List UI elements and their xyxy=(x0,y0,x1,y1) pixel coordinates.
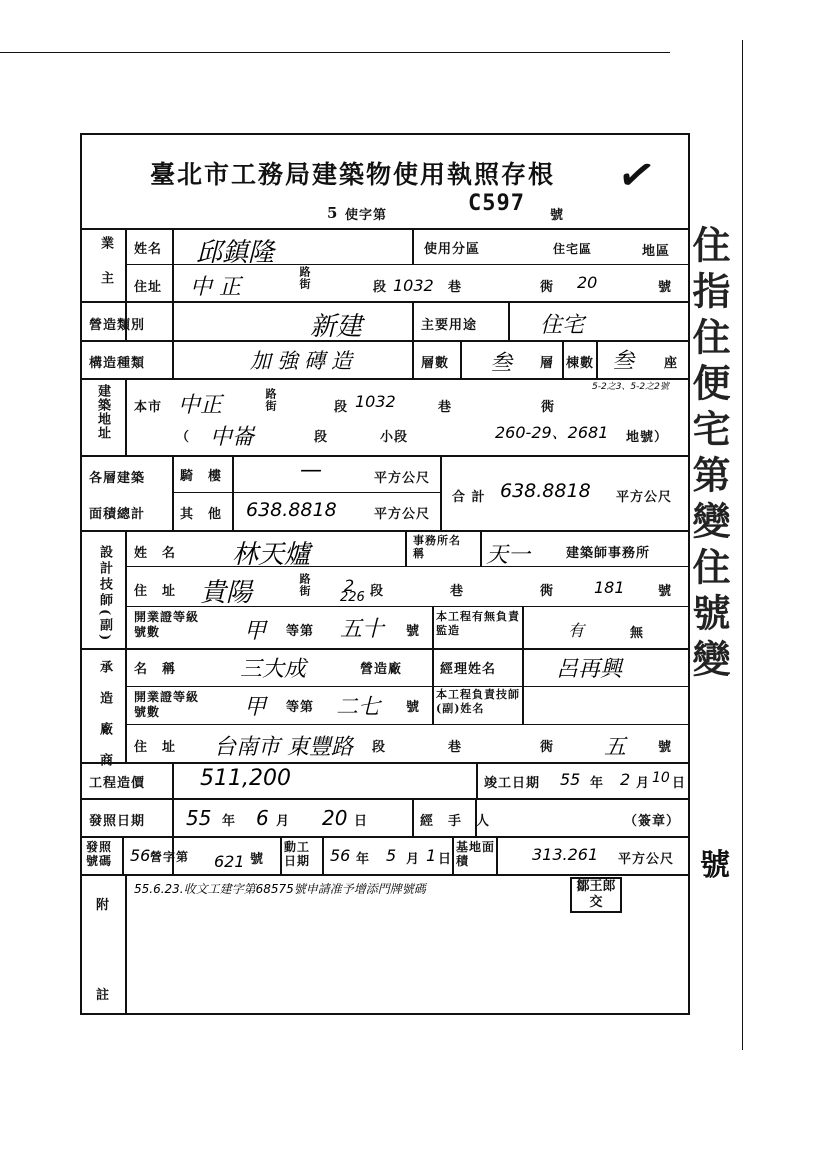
grid-line xyxy=(125,530,127,762)
designer-name-value: 林天爐 xyxy=(232,540,311,570)
total-unit: 平方公尺 xyxy=(616,490,673,505)
grid-line xyxy=(412,798,414,836)
contractor-tech-label: 本工程負責技師(副)姓名 xyxy=(436,688,520,715)
owner-addr-value: 中 正 xyxy=(190,275,241,300)
start-label: 動工日期 xyxy=(284,840,311,868)
base-value: 313.261 xyxy=(532,845,599,864)
license-prefix: 5 xyxy=(327,204,339,222)
start-month-unit: 月 xyxy=(406,852,421,867)
total-label: 合 計 xyxy=(452,490,486,505)
designer-addr-label: 住 址 xyxy=(134,584,177,599)
remarks-text: 55.6.23.收文工建字第68575號申請准予增添門牌號碼 xyxy=(134,882,426,896)
remarks-stamp: 鄒王郎交 xyxy=(570,877,622,913)
other-value: 638.8818 xyxy=(246,499,337,521)
main-use-label: 主要用途 xyxy=(421,318,478,333)
done-month-unit: 月 xyxy=(636,776,651,791)
contractor-cert-suffix: 號 xyxy=(406,700,421,715)
site-road-label: 路街 xyxy=(264,388,277,412)
remarks-label-2: 註 xyxy=(96,988,111,1003)
contractor-name-suffix: 營造廠 xyxy=(360,662,403,677)
owner-lane-value: 1032 xyxy=(393,276,434,295)
permit-mid: 營字第 xyxy=(150,850,190,864)
site-note: 5-2之3、5-2之2號 xyxy=(592,382,669,392)
contractor-name-label: 名 稱 xyxy=(134,662,177,677)
contractor-no-value: 五 xyxy=(604,735,627,760)
issue-day-unit: 日 xyxy=(354,814,369,829)
designer-road-label: 路街 xyxy=(298,573,311,597)
site-subsection-label: 小段 xyxy=(380,430,409,445)
site-lot-label: 地號） xyxy=(626,430,669,445)
arcade-value: — xyxy=(300,458,322,483)
grid-line xyxy=(81,874,689,876)
side-handwriting: 住指住便宅第變住號變 xyxy=(686,225,731,685)
site-district: 中崙 xyxy=(210,425,255,450)
designer-cert-mid: 等第 xyxy=(286,624,315,639)
owner-zone-value: 住宅區 xyxy=(553,242,593,256)
site-section-label-2: 段 xyxy=(314,430,329,445)
structure-value: 加強磚造 xyxy=(250,349,358,373)
manager-label: 經理姓名 xyxy=(440,662,497,677)
issue-month-unit: 月 xyxy=(276,814,291,829)
handler-label: 經 手 人 xyxy=(420,814,491,829)
designer-lane-label: 巷 xyxy=(450,584,465,599)
contractor-no-label: 號 xyxy=(658,740,673,755)
grid-line xyxy=(125,378,127,455)
contractor-lane-label: 巷 xyxy=(448,740,463,755)
side-tail: 號 xyxy=(700,848,731,883)
build-type-label: 營造類別 xyxy=(89,318,146,333)
start-year: 56 xyxy=(330,846,351,865)
license-suffix: 號 xyxy=(550,208,565,223)
units-unit: 座 xyxy=(664,356,679,371)
owner-section-label: 業主 xyxy=(98,236,113,306)
designer-section-label: 段 xyxy=(370,584,385,599)
floors-label: 層數 xyxy=(421,356,450,371)
grid-line xyxy=(496,836,498,874)
remarks-label-1: 附 xyxy=(96,898,111,913)
done-label: 竣工日期 xyxy=(484,776,541,791)
grid-line xyxy=(125,566,689,567)
done-day: 10 xyxy=(652,770,670,786)
structure-label: 構造種類 xyxy=(89,356,146,371)
issue-year: 55 xyxy=(186,806,212,830)
done-year-unit: 年 xyxy=(590,776,605,791)
grid-line xyxy=(322,836,324,874)
designer-cert-suffix: 號 xyxy=(406,624,421,639)
designer-name-label: 姓 名 xyxy=(134,546,177,561)
grid-line xyxy=(440,455,442,530)
owner-street-label: 衖 xyxy=(540,280,555,295)
owner-no-label: 號 xyxy=(658,280,673,295)
site-district-open: （ xyxy=(176,430,191,445)
grid-line xyxy=(480,530,482,566)
contractor-cert-mid: 等第 xyxy=(286,700,315,715)
designer-cert-grade: 甲 xyxy=(244,619,267,644)
license-label: 使字第 xyxy=(345,208,388,223)
supervise-none: 無 xyxy=(630,626,645,641)
grid-line xyxy=(412,301,414,378)
site-lot-numbers: 260-29、2681 xyxy=(495,423,609,442)
grid-line xyxy=(172,228,174,378)
scan-right-edge xyxy=(742,40,743,1050)
total-value: 638.8818 xyxy=(500,480,591,502)
permit-label: 發照號碼 xyxy=(86,840,113,868)
contractor-addr-label: 住 址 xyxy=(134,740,177,755)
units-label: 棟數 xyxy=(566,356,595,371)
grid-line xyxy=(280,836,282,874)
grid-line xyxy=(122,836,124,874)
grid-line xyxy=(522,606,524,648)
floors-unit: 層 xyxy=(540,356,555,371)
site-lane-value: 1032 xyxy=(355,392,396,411)
start-day: 1 xyxy=(426,846,437,865)
designer-lane-value: 226 xyxy=(340,590,365,605)
owner-lane-label: 巷 xyxy=(448,280,463,295)
designer-office-suffix: 建築師事務所 xyxy=(566,546,651,561)
designer-office-label: 事務所名 稱 xyxy=(413,534,473,560)
page-title: 臺北市工務局建築物使用執照存根 xyxy=(150,160,556,189)
grid-line xyxy=(460,340,462,378)
contractor-name-value: 三大成 xyxy=(240,657,307,682)
grid-line xyxy=(476,762,478,798)
cost-value: 511,200 xyxy=(200,766,291,791)
site-street-label: 衖 xyxy=(541,400,556,415)
manager-value: 呂再興 xyxy=(556,657,623,682)
grid-line xyxy=(562,340,564,378)
build-type-value: 新建 xyxy=(310,312,363,342)
check-mark: ✓ xyxy=(613,146,660,205)
owner-zone-label: 使用分區 xyxy=(424,242,481,257)
license-number: C597 xyxy=(468,191,525,216)
units-value: 叁 xyxy=(612,349,635,374)
arcade-label: 騎 樓 xyxy=(180,469,223,484)
grid-line xyxy=(125,686,689,687)
permit-number: 621 xyxy=(214,852,245,871)
contractor-addr-value: 台南市 東豐路 xyxy=(214,735,353,760)
base-label: 基地面積 xyxy=(456,840,496,868)
permit-suffix: 號 xyxy=(250,852,265,867)
grid-line xyxy=(172,492,440,493)
base-unit: 平方公尺 xyxy=(618,852,675,867)
designer-cert-no: 五十 xyxy=(340,617,385,642)
grid-line xyxy=(125,874,127,1014)
grid-line xyxy=(452,836,454,874)
designer-label: 設計技師(副) xyxy=(97,545,112,644)
contractor-cert-grade: 甲 xyxy=(244,695,267,720)
issue-month: 6 xyxy=(256,806,269,830)
owner-zone-suffix: 地區 xyxy=(642,244,671,259)
seal-label: （簽章） xyxy=(624,814,681,829)
done-year: 55 xyxy=(560,770,581,789)
grid-line xyxy=(596,340,598,378)
designer-addr-value: 貴陽 xyxy=(200,578,253,608)
arcade-unit: 平方公尺 xyxy=(374,471,431,486)
contractor-label: 承造廠商 xyxy=(97,660,112,784)
designer-no-value: 181 xyxy=(594,578,625,597)
done-day-unit: 日 xyxy=(672,776,687,791)
main-use-value: 住宅 xyxy=(540,313,585,338)
grid-line xyxy=(81,648,689,650)
designer-no-label: 號 xyxy=(658,584,673,599)
grid-line xyxy=(232,455,234,530)
scan-top-edge xyxy=(0,52,670,53)
grid-line xyxy=(432,648,434,724)
site-lane-label: 巷 xyxy=(438,400,453,415)
owner-road-label: 路街 xyxy=(298,266,311,290)
done-month: 2 xyxy=(620,770,631,789)
owner-section-label-2: 段 xyxy=(373,280,388,295)
grid-line xyxy=(412,228,414,264)
start-day-unit: 日 xyxy=(438,852,453,867)
grid-line xyxy=(81,378,689,380)
contractor-cert-no: 二七 xyxy=(336,695,381,720)
site-city: 本市 xyxy=(134,400,163,415)
supervise-label: 本工程有無負責監造 xyxy=(436,610,520,637)
designer-cert-label: 開業證等級號數 xyxy=(134,610,200,639)
grid-line xyxy=(81,530,689,532)
grid-line xyxy=(432,606,434,648)
site-road: 中正 xyxy=(178,393,223,418)
contractor-street-label: 衖 xyxy=(540,740,555,755)
issue-day: 20 xyxy=(322,806,348,830)
designer-street-label: 衖 xyxy=(540,584,555,599)
designer-section-value: 2 xyxy=(344,576,355,595)
other-unit: 平方公尺 xyxy=(374,507,431,522)
floors-value: 叁 xyxy=(490,351,513,376)
grid-line xyxy=(522,648,524,724)
designer-office-value: 天一 xyxy=(486,543,531,568)
site-section-label: 段 xyxy=(334,400,349,415)
area-label-2: 面積總計 xyxy=(89,507,146,522)
supervise-value: 有 xyxy=(568,621,585,640)
contractor-cert-label: 開業證等級號數 xyxy=(134,690,200,719)
grid-line xyxy=(508,301,510,340)
start-month: 5 xyxy=(386,846,397,865)
cost-label: 工程造價 xyxy=(89,776,146,791)
site-label: 建築地址 xyxy=(95,384,110,440)
owner-addr-label: 住址 xyxy=(134,280,163,295)
issue-label: 發照日期 xyxy=(89,814,146,829)
grid-line xyxy=(172,455,174,530)
owner-name-label: 姓名 xyxy=(134,242,163,257)
permit-year: 56 xyxy=(130,846,151,865)
grid-line xyxy=(125,724,689,725)
grid-line xyxy=(405,530,407,566)
owner-name-value: 邱鎮隆 xyxy=(196,238,275,268)
owner-street-value: 20 xyxy=(577,273,598,292)
start-year-unit: 年 xyxy=(356,852,371,867)
other-label: 其 他 xyxy=(180,507,223,522)
contractor-addr-section: 段 xyxy=(372,740,387,755)
area-label-1: 各層建築 xyxy=(89,471,146,486)
issue-year-unit: 年 xyxy=(222,814,237,829)
